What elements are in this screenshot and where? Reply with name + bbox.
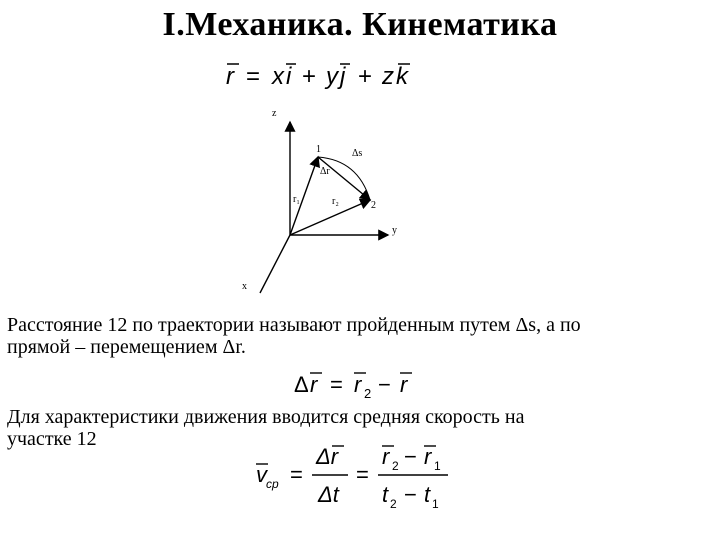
displacement-r2: r — [354, 372, 362, 397]
formula-plus2: + — [358, 63, 373, 90]
velocity-v: v — [256, 462, 267, 487]
displacement-r: r — [310, 372, 318, 397]
delta-symbol: Δ — [294, 372, 309, 397]
coordinate-diagram — [230, 100, 410, 300]
velocity-num2-r2-sub: 2 — [392, 459, 399, 473]
displacement-r1: r — [400, 372, 408, 397]
delta-s-label: Δs — [352, 148, 363, 159]
point-2-label: 2 — [371, 200, 376, 211]
slide-title: I.Механика. Кинематика — [162, 6, 558, 43]
paragraph-line: прямой – перемещением Δr. — [7, 336, 246, 358]
vector-delta-r — [318, 157, 370, 200]
axis-x — [260, 235, 290, 293]
formula-k: k — [396, 63, 408, 90]
position-vector-formula — [222, 56, 422, 96]
velocity-eq2: = — [356, 462, 369, 487]
average-velocity-formula — [252, 438, 462, 514]
formula-z: z — [382, 63, 394, 90]
paragraph-line: участке 12 — [7, 428, 97, 450]
formula-plus1: + — [302, 63, 317, 90]
paragraph-line: Для характеристики движения вводится средняя скорость на — [7, 406, 525, 428]
r1-label: r₁ — [293, 194, 300, 205]
formula-r: r — [226, 63, 234, 90]
velocity-num1: Δr — [316, 444, 339, 469]
displacement-r2-sub: 2 — [364, 386, 372, 401]
formula-eq: = — [246, 63, 261, 90]
axis-y-label: y — [392, 225, 397, 236]
velocity-eq1: = — [290, 462, 303, 487]
velocity-den2-minus: − — [404, 482, 417, 507]
delta-r-label: Δr — [320, 166, 330, 177]
formula-x: x — [272, 63, 284, 90]
velocity-den2-t1: t — [424, 482, 431, 507]
paragraph-path-displacement — [7, 314, 713, 358]
r2-label: r₂ — [332, 196, 339, 207]
displacement-minus: − — [378, 372, 391, 397]
velocity-num2-r1-sub: 1 — [434, 459, 441, 473]
velocity-num2-r1: r — [424, 444, 432, 469]
velocity-den2-t2-sub: 2 — [390, 497, 397, 511]
velocity-den2-t2: t — [382, 482, 389, 507]
point-1-label: 1 — [316, 144, 321, 155]
axis-z-label: z — [272, 108, 277, 119]
displacement-formula — [292, 366, 432, 404]
velocity-num2-r2: r — [382, 444, 390, 469]
velocity-v-sub: cp — [266, 477, 279, 491]
vector-r2 — [290, 200, 370, 235]
velocity-den1: Δt — [318, 482, 339, 507]
formula-j: j — [340, 63, 346, 90]
displacement-eq: = — [330, 372, 343, 397]
formula-i: i — [286, 63, 292, 90]
axis-x-label: x — [242, 281, 247, 292]
formula-y: y — [326, 63, 338, 90]
paragraph-line: Расстояние 12 по траектории называют пройденным путем Δs, а по — [7, 314, 581, 336]
velocity-num2-minus: − — [404, 444, 417, 469]
velocity-den2-t1-sub: 1 — [432, 497, 439, 511]
